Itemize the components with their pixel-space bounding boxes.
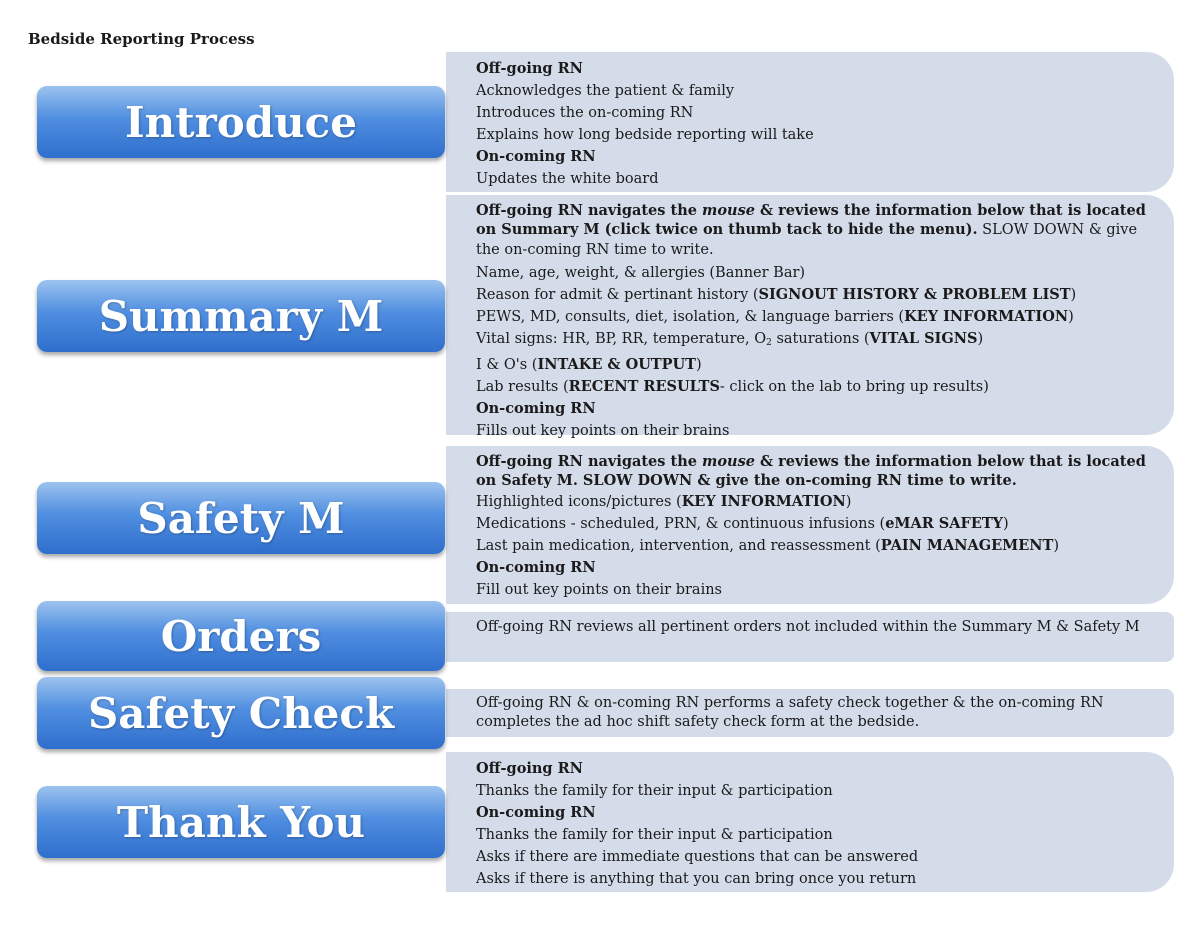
introduce-off-item: Acknowledges the patient & family [476, 83, 735, 99]
safety-on-item: Fill out key points on their brains [476, 582, 722, 598]
thank-you-panel [446, 752, 1174, 892]
thank-you-step-button [37, 786, 445, 858]
introduce-off-item: Introduces the on-coming RN [476, 105, 694, 121]
document-title: Bedside Reporting Process [28, 30, 255, 48]
thank-you-on-item: Asks if there is anything that you can bring once you return [476, 871, 917, 887]
summary-step-button [37, 280, 445, 352]
summary-on-item: Fills out key points on their brains [476, 423, 730, 439]
thank-you-step-label: Thank You [116, 797, 366, 847]
summary-item: Lab results (RECENT RESULTS- click on the lab to bring up results) [476, 378, 989, 395]
summary-item: Reason for admit & pertinant history (SIGNOUT HISTORY & PROBLEM LIST) [476, 286, 1077, 303]
summary-item: PEWS, MD, consults, diet, isolation, & language barriers (KEY INFORMATION) [476, 308, 1074, 325]
summary-intro: Off-going RN navigates the mouse & reviews the information below that is located on Summary M (click twice on thumb tack to hide the menu). SLOW DOWN & give the on-coming RN time to write. [476, 202, 1146, 258]
orders-step-label: Orders [160, 611, 322, 661]
safety-check-panel [446, 689, 1174, 737]
introduce-panel [446, 52, 1174, 192]
introduce-step-label: Introduce [125, 97, 357, 147]
thank-you-on-item: Thanks the family for their input & participation [476, 827, 833, 843]
safety-item: Highlighted icons/pictures (KEY INFORMATION) [476, 493, 852, 510]
thank-you-off-item: Thanks the family for their input & participation [476, 783, 833, 799]
summary-panel [446, 195, 1174, 439]
safety-panel [446, 446, 1174, 604]
summary-step-label: Summary M [98, 291, 384, 341]
summary-item: Name, age, weight, & allergies (Banner Bar) [476, 265, 806, 281]
safety-check-step-label: Safety Check [87, 688, 395, 738]
summary-on-heading: On-coming RN [476, 400, 596, 417]
safety-intro: Off-going RN navigates the mouse & reviews the information below that is located on Safety M. SLOW DOWN & give the on-coming RN time to write. [476, 453, 1146, 489]
introduce-on-item: Updates the white board [476, 171, 659, 187]
thank-you-off-heading: Off-going RN [476, 760, 583, 777]
orders-step-button [37, 601, 445, 671]
safety-item: Medications - scheduled, PRN, & continuous infusions (eMAR SAFETY) [476, 515, 1009, 532]
summary-item: Vital signs: HR, BP, RR, temperature, $O_2$ saturations (VITAL SIGNS) [476, 330, 984, 348]
safety-on-heading: On-coming RN [476, 559, 596, 576]
orders-text: Off-going RN reviews all pertinent orders not included within the Summary M & Safety M [476, 619, 1140, 635]
introduce-on-heading: On-coming RN [476, 148, 596, 165]
thank-you-on-heading: On-coming RN [476, 804, 596, 821]
safety-item: Last pain medication, intervention, and reassessment (PAIN MANAGEMENT) [476, 537, 1059, 554]
introduce-off-heading: Off-going RN [476, 60, 583, 77]
safety-step-button [37, 482, 445, 554]
introduce-step-button [37, 86, 445, 158]
summary-item: I & O's (INTAKE & OUTPUT) [476, 356, 702, 373]
introduce-off-item: Explains how long bedside reporting will take [476, 127, 814, 143]
safety-check-text: Off-going RN & on-coming RN performs a safety check together & the on-coming RN completes the ad hoc shift safety check form at the bedside. [476, 695, 1104, 730]
safety-check-step-button [37, 677, 445, 749]
orders-panel [446, 612, 1174, 662]
safety-step-label: Safety M [137, 493, 345, 543]
thank-you-on-item: Asks if there are immediate questions that can be answered [476, 849, 919, 865]
